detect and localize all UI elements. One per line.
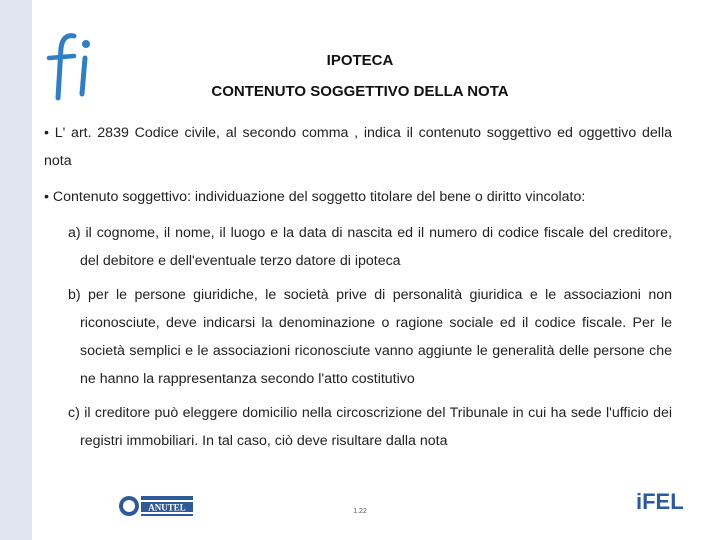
list-item-c: c) il creditore può eleggere domicilio nella circoscrizione del Tribunale in cui ha sede l'ufficio dei registri immobiliari. In tal caso, ciò deve risultare dalla nota [68, 405, 672, 449]
page-title: IPOTECA [326, 52, 394, 69]
left-decorative-band [0, 0, 32, 540]
slide-content [44, 119, 672, 461]
paragraph-contenuto: • Contenuto soggettivo: individuazione del soggetto titolare del bene o diritto vincolato: [44, 189, 586, 205]
list-item-a: a) il cognome, il nome, il luogo e la data di nascita ed il numero di codice fiscale del creditore, del debitore e dell'eventuale terzo datore di ipoteca [68, 225, 672, 269]
page-number: 1.22 [353, 508, 367, 515]
page-subtitle: CONTENUTO SOGGETTIVO DELLA NOTA [211, 83, 509, 100]
anutel-logo-icon [117, 492, 195, 520]
ifel-logo-text: iFEL [636, 489, 684, 514]
ifel-logo [636, 489, 684, 524]
anutel-logo-text: ANUTEL [148, 502, 186, 513]
paragraph-intro: • L' art. 2839 Codice civile, al secondo comma , indica il contenuto soggettivo ed oggettivo della nota [44, 125, 672, 169]
list-item-b: b) per le persone giuridiche, le società prive di personalità giuridica e le associazioni non riconosciute, deve indicarsi la denominazione o ragione sociale ed il codice fiscale. Per le società semplici e le associazioni riconosciute vanno aggiunte le generalità delle persone che ne hanno la rappresentanza secondo l'atto costitutivo [68, 287, 672, 387]
